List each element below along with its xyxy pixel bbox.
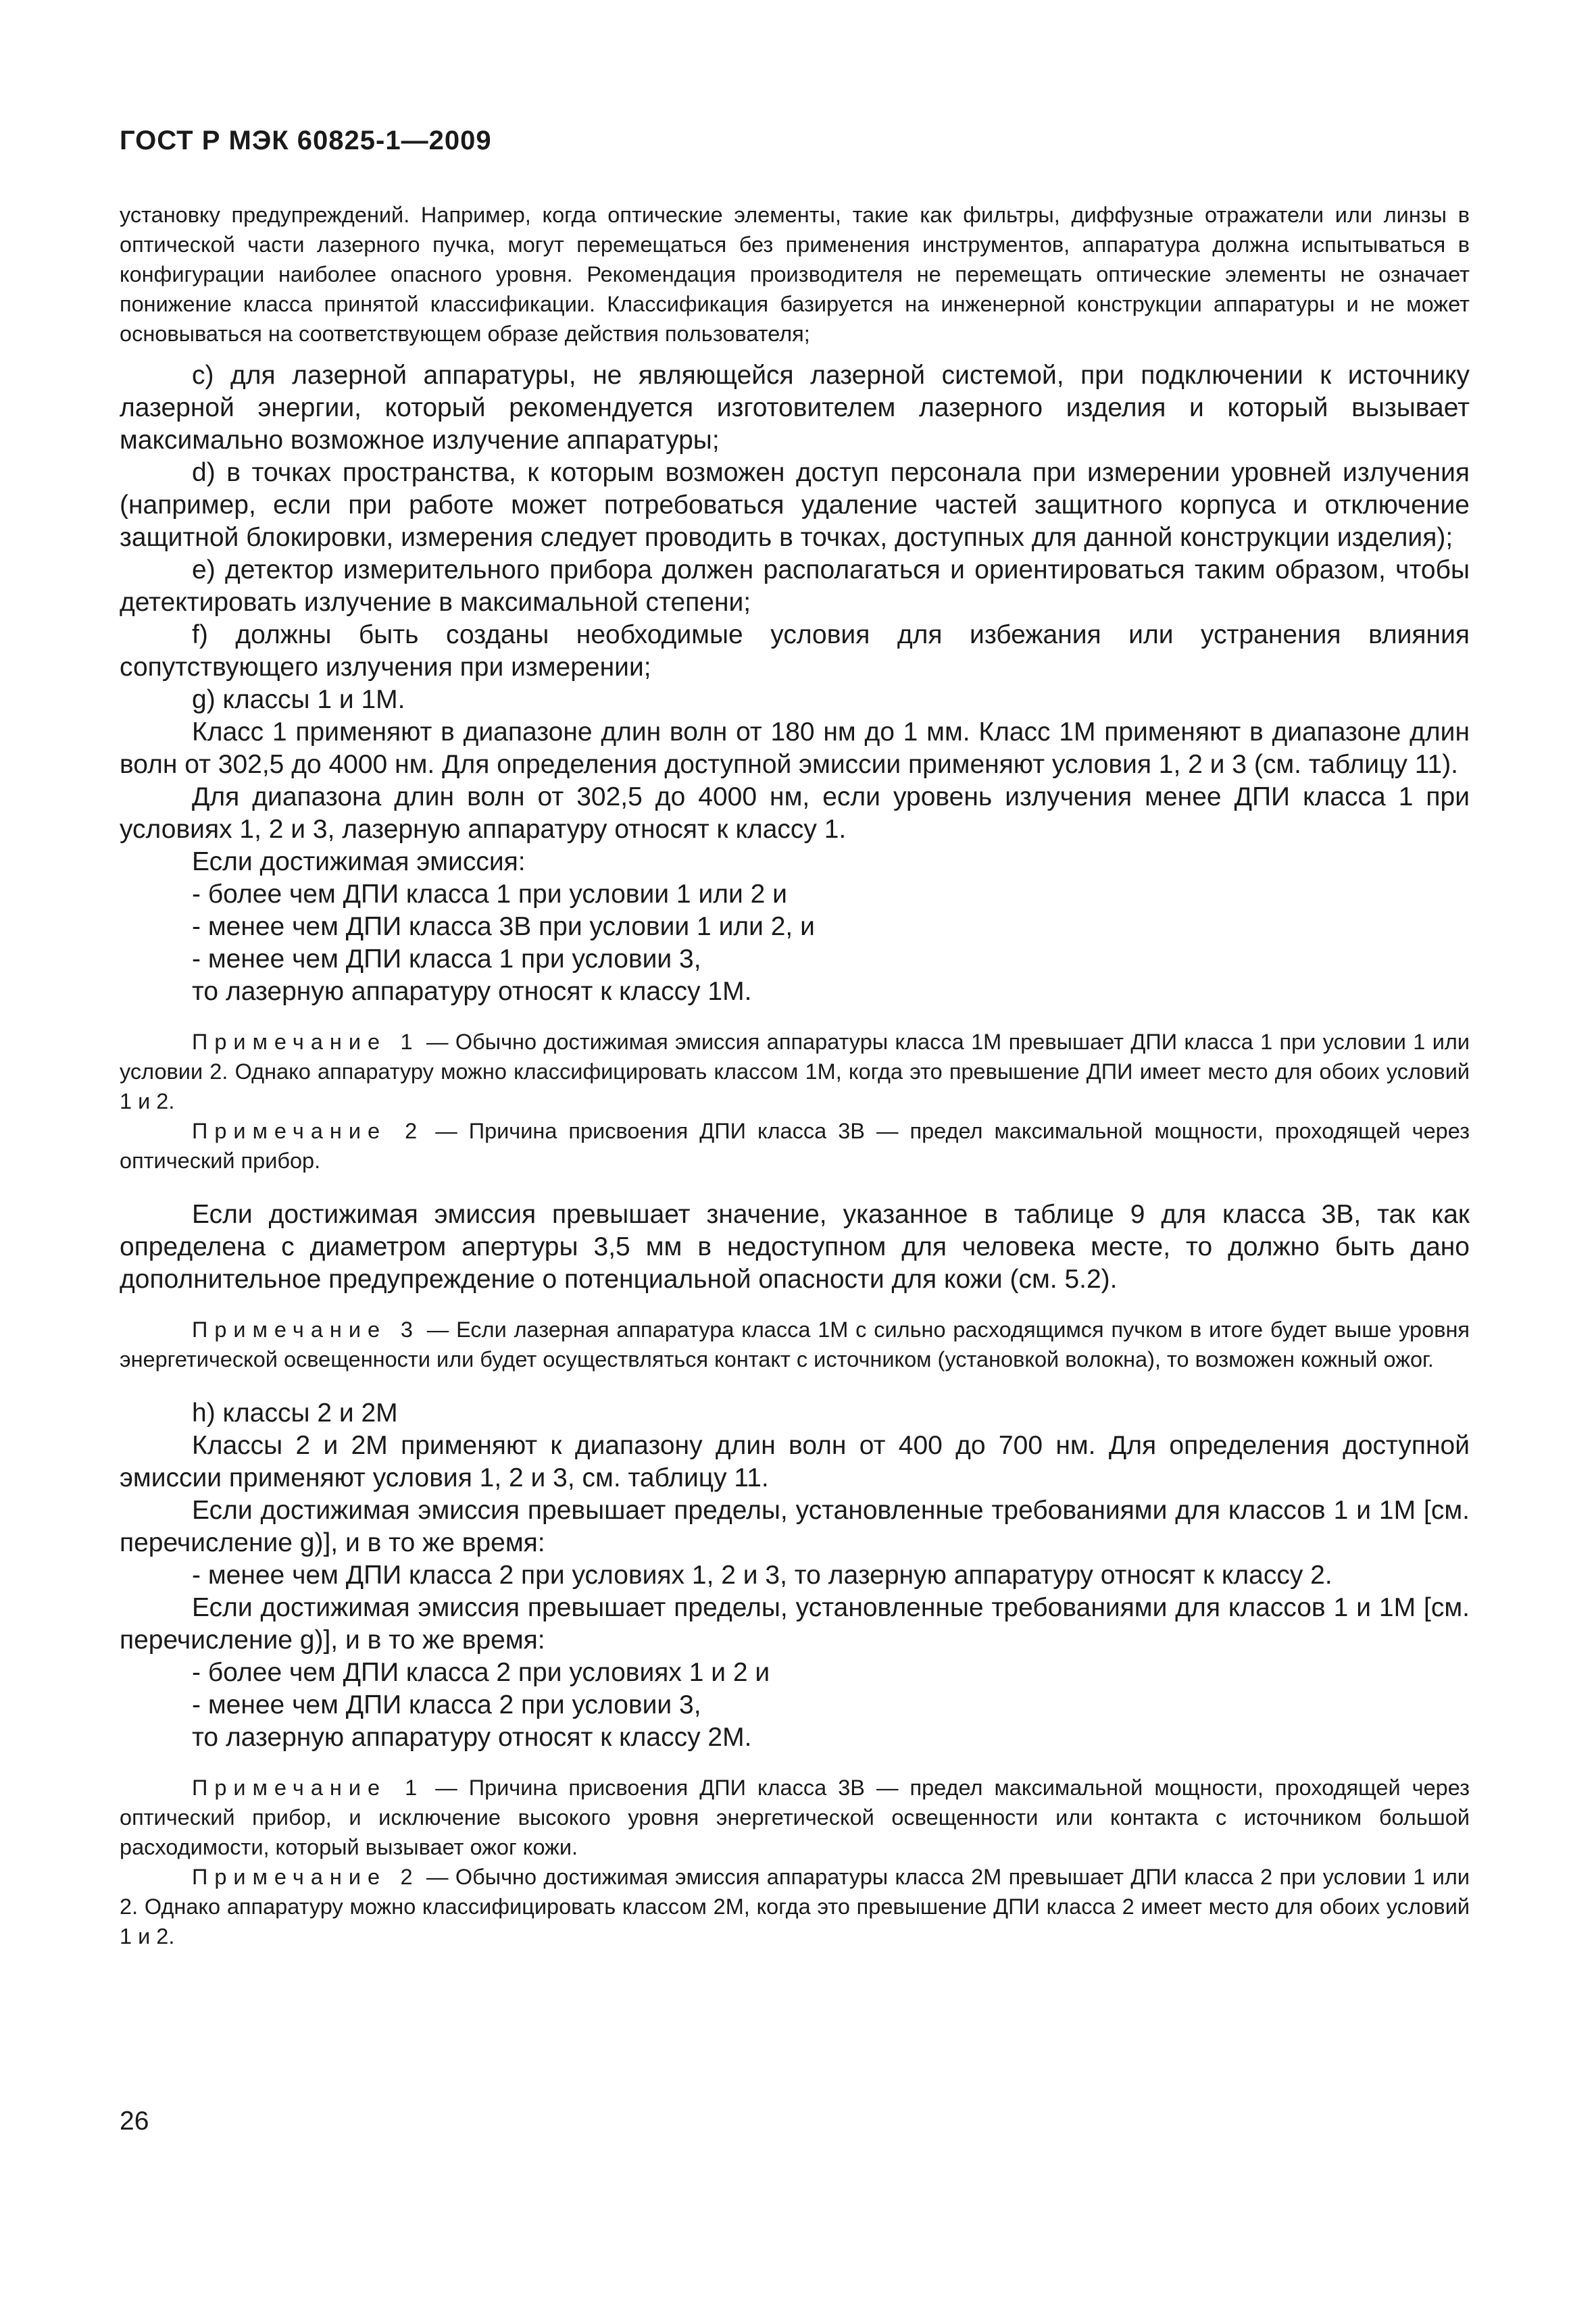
section-g-note-1 [120, 1027, 1470, 1116]
section-h-paragraph-2: Если достижимая эмиссия превышает пределы, установленные требованиями для классов 1 и 1M [см. перечисление g)], и в то же время: [120, 1496, 1470, 1557]
section-g-paragraph-3: Если достижимая эмиссия превышает значение, указанное в таблице 9 для класса 3B, так как определена с диаметром апертуры 3,5 мм в недоступном для человека месте, то должно быть дано дополнительное предупреждение о потенциальной опасности для кожи (см. 5.2). [120, 1200, 1470, 1294]
section-h-list-item: - менее чем ДПИ класса 2 при условии 3, [192, 1690, 701, 1719]
intro-paragraph: установку предупреждений. Например, когда оптические элементы, такие как фильтры, диффузные отражатели или линзы в оптической части лазерного пучка, могут перемещаться без применения инструментов, аппаратура должна испытываться в конфигурации наиболее опасного уровня. Рекомендация производителя не перемещать оптические элементы не означает понижение класса принятой классификации. Классификация базируется на инженерной конструкции аппаратуры и не может основываться на соответствующем образе действия пользователя; [120, 203, 1470, 346]
item-c: c) для лазерной аппаратуры, не являющейся лазерной системой, при подключении к источнику лазерной энергии, который рекомендуется изготовителем лазерного изделия и который вызывает максимально возможное излучение аппаратуры; [120, 361, 1470, 455]
note-text: — Если лазерная аппаратура класса 1M с сильно расходящимся пучком в итоге будет выше уровня энергетической освещенности или будет осуществляться контакт с источником (установкой волокна), то возможен кожный ожог. [120, 1317, 1470, 1372]
note-text: — Причина присвоения ДПИ класса 3B — предел максимальной мощности, проходящей через оптический прибор. [120, 1119, 1470, 1173]
section-h-paragraph-1: Классы 2 и 2M применяют к диапазону длин волн от 400 до 700 нм. Для определения доступной эмиссии применяют условия 1, 2 и 3, см. таблицу 11. [120, 1431, 1470, 1492]
section-g-list-item: - более чем ДПИ класса 1 при условии 1 или 2 и [192, 880, 787, 909]
section-h-note-1 [120, 1773, 1470, 1862]
section-h-heading: h) классы 2 и 2M [192, 1399, 398, 1428]
section-h-paragraph-3: Если достижимая эмиссия превышает пределы, установленные требованиями для классов 1 и 1M [см. перечисление g)], и в то же время: [120, 1593, 1470, 1655]
note-text: — Обычно достижимая эмиссия аппаратуры класса 1M превышает ДПИ класса 1 при условии 1 или условии 2. Однако аппаратуру можно классифицировать классом 1M, когда это превышение ДПИ имеет место для обоих условий 1 и 2. [120, 1030, 1470, 1113]
section-h-conclusion: то лазерную аппаратуру относят к классу 2M. [192, 1723, 752, 1752]
section-g-note-2 [120, 1116, 1470, 1176]
item-d: d) в точках пространства, к которым возможен доступ персонала при измерении уровней излучения (например, если при работе может потребоваться удаление частей защитного корпуса и отключение защитной блокировки, измерения следует проводить в точках, доступных для данной конструкции изделия); [120, 458, 1470, 552]
section-g-list-item: - менее чем ДПИ класса 1 при условии 3, [192, 945, 701, 974]
page-number: 26 [120, 2107, 149, 2136]
note-label: Примечание 2 [192, 1865, 420, 1889]
section-g-note-3 [120, 1315, 1470, 1374]
section-h-list-item: - более чем ДПИ класса 2 при условиях 1 и 2 и [192, 1658, 770, 1687]
section-g-conclusion: то лазерную аппаратуру относят к классу 1M. [192, 977, 752, 1006]
section-g-paragraph-2: Для диапазона длин волн от 302,5 до 4000 нм, если уровень излучения менее ДПИ класса 1 при условиях 1, 2 и 3, лазерную аппаратуру относят к классу 1. [120, 782, 1470, 844]
note-text: — Причина присвоения ДПИ класса 3B — предел максимальной мощности, проходящей через оптический прибор, и исключение высокого уровня энергетической освещенности или контакта с источником большой расходимости, который вызывает ожог кожи. [120, 1776, 1470, 1859]
document-header: ГОСТ Р МЭК 60825-1—2009 [120, 126, 492, 155]
section-g-paragraph-1: Класс 1 применяют в диапазоне длин волн от 180 нм до 1 мм. Класс 1M применяют в диапазоне длин волн от 302,5 до 4000 нм. Для определения доступной эмиссии применяют условия 1, 2 и 3 (см. таблицу 11). [120, 718, 1470, 779]
note-label: Примечание 1 [192, 1776, 424, 1800]
note-label: Примечание 2 [192, 1119, 424, 1143]
note-text: — Обычно достижимая эмиссия аппаратуры класса 2M превышает ДПИ класса 2 при условии 1 или 2. Однако аппаратуру можно классифицировать классом 2M, когда это превышение ДПИ класса 2 имеет место для обоих условий 1 и 2. [120, 1865, 1470, 1948]
document-body [120, 200, 1470, 1951]
section-g-if-label: Если достижимая эмиссия: [192, 847, 526, 876]
item-f: f) должны быть созданы необходимые условия для избежания или устранения влияния сопутствующего излучения при измерении; [120, 620, 1470, 682]
section-g-heading: g) классы 1 и 1M. [192, 685, 405, 714]
section-h-list-item: - менее чем ДПИ класса 2 при условиях 1, 2 и 3, то лазерную аппаратуру относят к классу 2. [192, 1561, 1332, 1590]
note-label: Примечание 3 [192, 1317, 420, 1342]
note-label: Примечание 1 [192, 1030, 420, 1054]
section-g-list-item: - менее чем ДПИ класса 3B при условии 1 или 2, и [192, 912, 815, 941]
section-h-note-2 [120, 1862, 1470, 1951]
item-e: e) детектор измерительного прибора должен располагаться и ориентироваться таким образом, чтобы детектировать излучение в максимальной степени; [120, 555, 1470, 617]
